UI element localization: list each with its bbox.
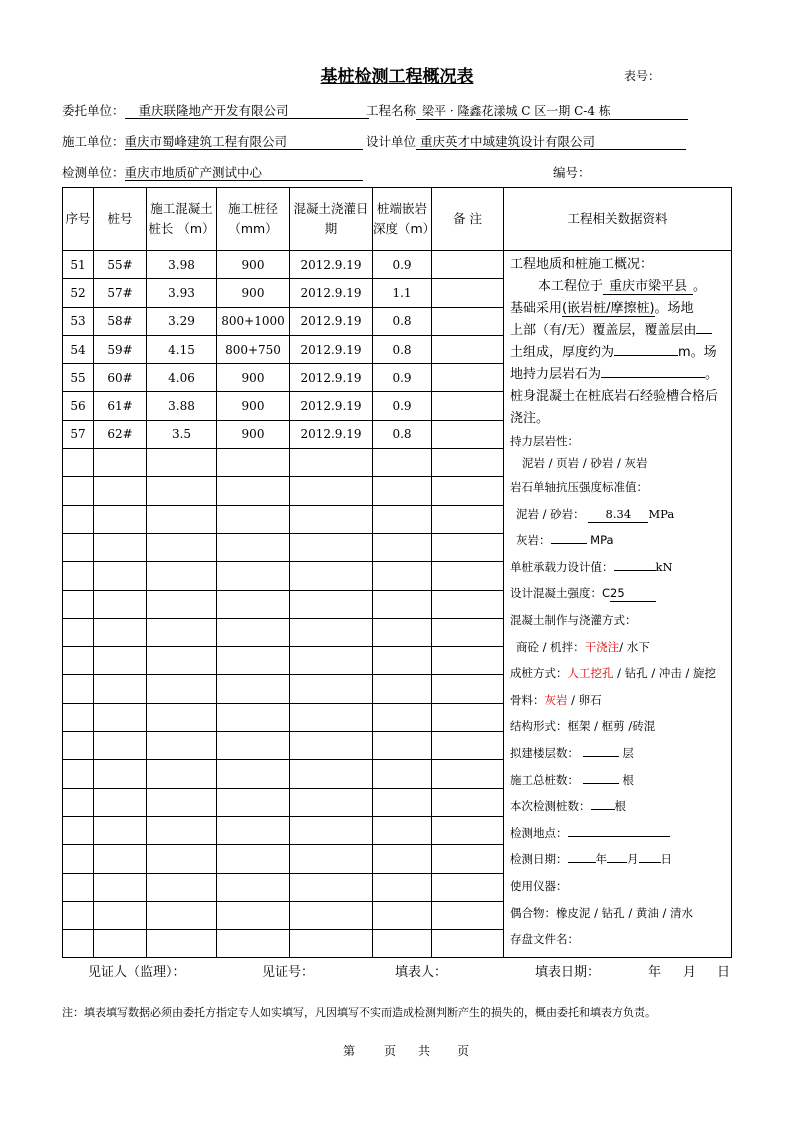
cell-diameter	[217, 533, 290, 561]
cell-seq	[63, 533, 94, 561]
pile-table	[62, 187, 732, 958]
cell-date: 2012.9.19	[290, 364, 373, 392]
cell-seq	[63, 703, 94, 731]
cell-depth	[373, 647, 432, 675]
cell-depth	[373, 901, 432, 929]
cell-diameter: 900	[217, 420, 290, 448]
cell-depth	[373, 873, 432, 901]
pile-method-line: 成桩方式：人工挖孔 / 钻孔 / 冲击 / 旋挖	[510, 666, 717, 681]
project-field	[366, 101, 688, 120]
cell-date	[290, 788, 373, 816]
cell-date	[290, 533, 373, 561]
cell-pile	[94, 477, 147, 505]
cell-seq	[63, 449, 94, 477]
serial-label: 编号：	[553, 165, 591, 180]
cell-pile	[94, 930, 147, 958]
cell-date	[290, 873, 373, 901]
cell-remark	[432, 901, 504, 929]
cell-pile	[94, 562, 147, 590]
cell-remark	[432, 562, 504, 590]
cell-length	[147, 618, 217, 646]
cell-remark	[432, 392, 504, 420]
cell-diameter	[217, 675, 290, 703]
tester-label: 检测单位：	[62, 165, 125, 180]
cell-seq	[63, 732, 94, 760]
cell-depth	[373, 590, 432, 618]
cell-date	[290, 845, 373, 873]
method-line: 商砼 / 机拌：干浇注/ 水下	[516, 639, 650, 654]
parameters-block	[504, 430, 731, 953]
cell-diameter	[217, 703, 290, 731]
cell-diameter	[217, 449, 290, 477]
location-line: 本工程位于 重庆市梁平县 。	[538, 279, 707, 294]
cell-remark	[432, 703, 504, 731]
cell-pile: 57#	[94, 279, 147, 307]
col-header-depth: 桩端嵌岩深度（m）	[373, 188, 432, 251]
cell-remark	[432, 307, 504, 335]
cell-depth	[373, 930, 432, 958]
cell-length: 3.98	[147, 251, 217, 279]
page-di: 第	[343, 1044, 356, 1058]
cell-diameter: 800+750	[217, 335, 290, 363]
test-site-line: 检测地点：	[510, 820, 729, 847]
cell-pile	[94, 647, 147, 675]
cell-seq	[63, 477, 94, 505]
cell-length: 4.06	[147, 364, 217, 392]
cell-depth	[373, 788, 432, 816]
cell-depth	[373, 675, 432, 703]
cell-date	[290, 760, 373, 788]
cell-remark	[432, 845, 504, 873]
cell-pile: 60#	[94, 364, 147, 392]
cell-date	[290, 703, 373, 731]
cell-remark	[432, 816, 504, 844]
cell-pile	[94, 845, 147, 873]
project-value: 梁平 · 隆鑫花漾城 C 区一期 C-4 栋	[416, 104, 688, 120]
bearing-line: 地持力层岩石为 。	[510, 364, 729, 386]
cell-remark	[432, 760, 504, 788]
cell-depth	[373, 533, 432, 561]
fill-date-year: 年	[648, 965, 662, 980]
cell-pile	[94, 533, 147, 561]
cell-depth: 0.9	[373, 392, 432, 420]
cell-seq	[63, 873, 94, 901]
col-header-seq: 序号	[63, 188, 94, 251]
cell-diameter: 900	[217, 251, 290, 279]
cell-seq: 56	[63, 392, 94, 420]
cell-length: 3.29	[147, 307, 217, 335]
page-gong: 共	[418, 1044, 431, 1058]
cell-length	[147, 675, 217, 703]
cell-pile	[94, 505, 147, 533]
cell-pile	[94, 760, 147, 788]
contractor-field	[62, 132, 363, 150]
total-piles-line: 施工总桩数： 根	[510, 767, 729, 794]
cell-depth	[373, 816, 432, 844]
cell-length	[147, 703, 217, 731]
cell-diameter	[217, 477, 290, 505]
designer-field	[366, 132, 686, 150]
cell-pile: 61#	[94, 392, 147, 420]
cell-seq: 53	[63, 307, 94, 335]
cell-depth	[373, 845, 432, 873]
cell-diameter	[217, 930, 290, 958]
lime-strength-line: 灰岩： MPa	[510, 527, 729, 554]
cell-remark	[432, 364, 504, 392]
instrument-line: 使用仪器：	[510, 878, 568, 893]
cell-seq	[63, 590, 94, 618]
cell-pile: 59#	[94, 335, 147, 363]
cell-length	[147, 533, 217, 561]
capacity-line: 单桩承载力设计值： kN	[510, 554, 729, 581]
cell-diameter: 900	[217, 279, 290, 307]
cell-length: 3.88	[147, 392, 217, 420]
cell-length	[147, 873, 217, 901]
cell-length	[147, 901, 217, 929]
fill-date-day: 日	[717, 965, 731, 980]
cell-seq	[63, 618, 94, 646]
cell-seq	[63, 930, 94, 958]
cell-pile: 58#	[94, 307, 147, 335]
cell-seq	[63, 816, 94, 844]
test-count-line: 本次检测桩数： 根	[510, 793, 729, 820]
form-title: 基桩检测工程概况表	[320, 67, 474, 87]
cell-length	[147, 647, 217, 675]
cell-length	[147, 590, 217, 618]
tester-value: 重庆市地质矿产测试中心	[125, 165, 363, 181]
contractor-label: 施工单位：	[62, 134, 125, 149]
cell-date: 2012.9.19	[290, 420, 373, 448]
cell-date	[290, 675, 373, 703]
floors-line: 拟建楼层数： 层	[510, 740, 729, 767]
cell-remark	[432, 788, 504, 816]
aggregate-line: 骨料：灰岩 / 卵石	[510, 692, 602, 707]
table-number-label: 表号：	[624, 69, 661, 83]
cell-seq	[63, 901, 94, 929]
table-header-row	[63, 188, 732, 251]
cell-length: 3.5	[147, 420, 217, 448]
cell-depth: 0.8	[373, 335, 432, 363]
cell-length	[147, 845, 217, 873]
cell-depth: 0.9	[373, 251, 432, 279]
client-field	[62, 101, 369, 119]
cell-date	[290, 618, 373, 646]
cell-pile	[94, 675, 147, 703]
cell-pile: 62#	[94, 420, 147, 448]
cell-diameter: 800+1000	[217, 307, 290, 335]
cell-length	[147, 505, 217, 533]
cell-depth	[373, 477, 432, 505]
page-ye2: 页	[457, 1044, 470, 1058]
cell-pile	[94, 816, 147, 844]
cell-depth	[373, 505, 432, 533]
cell-seq	[63, 675, 94, 703]
bearing-rock-label: 持力层岩性：	[510, 434, 579, 448]
cell-date	[290, 901, 373, 929]
cell-diameter	[217, 562, 290, 590]
cell-pile	[94, 732, 147, 760]
page-ye: 页	[384, 1044, 397, 1058]
cell-length	[147, 788, 217, 816]
cell-length	[147, 760, 217, 788]
cell-date: 2012.9.19	[290, 335, 373, 363]
col-header-pile: 桩号	[94, 188, 147, 251]
project-info-cell	[504, 251, 732, 958]
cell-seq	[63, 788, 94, 816]
cell-remark	[432, 251, 504, 279]
client-label: 委托单位：	[62, 103, 125, 118]
cell-date	[290, 647, 373, 675]
cell-diameter	[217, 816, 290, 844]
cell-seq	[63, 845, 94, 873]
cell-remark	[432, 732, 504, 760]
client-value: 重庆联隆地产开发有限公司	[125, 103, 369, 119]
method-label: 混凝土制作与浇灌方式：	[510, 612, 637, 627]
fill-date-label: 填表日期：	[535, 965, 601, 980]
cell-diameter: 900	[217, 364, 290, 392]
contractor-value: 重庆市蜀峰建筑工程有限公司	[125, 134, 363, 150]
cell-depth	[373, 449, 432, 477]
bearing-rock-options: 泥岩 / 页岩 / 砂岩 / 灰岩	[522, 456, 648, 470]
cell-length: 4.15	[147, 335, 217, 363]
cell-length	[147, 449, 217, 477]
project-label: 工程名称	[366, 103, 417, 118]
overview-block	[504, 251, 731, 430]
concrete-grade-line: 设计混凝土强度：C25	[510, 580, 729, 607]
cell-remark	[432, 533, 504, 561]
cell-seq	[63, 760, 94, 788]
cell-remark	[432, 279, 504, 307]
coupling-line: 偶合物：橡皮泥 / 钻孔 / 黄油 / 清水	[510, 905, 694, 920]
cell-date: 2012.9.19	[290, 392, 373, 420]
cell-diameter	[217, 788, 290, 816]
cell-seq: 54	[63, 335, 94, 363]
overview-title: 工程地质和桩施工概况：	[510, 257, 654, 272]
cell-pile: 55#	[94, 251, 147, 279]
cell-pile	[94, 449, 147, 477]
cell-date	[290, 930, 373, 958]
footnote: 注：填表填写数据必须由委托方指定专人如实填写，凡因填写不实而造成检测判断产生的损失的，概由委托和填表方负责。	[62, 1006, 656, 1019]
col-header-length: 施工混凝土桩长 （m）	[147, 188, 217, 251]
cell-pile	[94, 788, 147, 816]
cell-remark	[432, 449, 504, 477]
cell-diameter	[217, 590, 290, 618]
cell-pile	[94, 618, 147, 646]
cell-remark	[432, 647, 504, 675]
designer-value: 重庆英才中域建筑设计有限公司	[416, 134, 686, 150]
cell-remark	[432, 477, 504, 505]
witness-label: 见证人（监理）：	[88, 965, 186, 980]
cell-seq	[63, 505, 94, 533]
soil-line: 土组成，厚度约为 m。场	[510, 342, 729, 364]
filler-label: 填表人：	[395, 965, 448, 980]
cell-diameter	[217, 505, 290, 533]
structure-line: 结构形式：框架 / 框剪 /砖混	[510, 719, 656, 734]
cell-date	[290, 816, 373, 844]
cell-date	[290, 590, 373, 618]
col-header-info: 工程相关数据资料	[504, 188, 732, 251]
cell-date	[290, 505, 373, 533]
pour-line: 桩身混凝土在桩底岩石经验槽合格后浇注。	[510, 389, 719, 426]
col-header-date: 混凝土浇灌日期	[290, 188, 373, 251]
cell-seq	[63, 647, 94, 675]
cell-seq: 57	[63, 420, 94, 448]
strength-label: 岩石单轴抗压强度标准值：	[510, 480, 648, 494]
cell-depth	[373, 760, 432, 788]
cell-seq: 52	[63, 279, 94, 307]
cell-diameter	[217, 732, 290, 760]
cell-length	[147, 477, 217, 505]
cell-depth: 0.8	[373, 307, 432, 335]
cell-depth	[373, 562, 432, 590]
cover-line: 上部（有/无）覆盖层，覆盖层由	[510, 320, 729, 342]
cell-date: 2012.9.19	[290, 279, 373, 307]
tester-field	[62, 163, 363, 181]
cell-depth	[373, 732, 432, 760]
cell-date	[290, 477, 373, 505]
col-header-remark: 备 注	[432, 188, 504, 251]
cell-remark	[432, 618, 504, 646]
cell-diameter	[217, 618, 290, 646]
cell-length: 3.93	[147, 279, 217, 307]
col-header-diameter: 施工桩径（mm）	[217, 188, 290, 251]
cell-depth: 0.8	[373, 420, 432, 448]
cell-seq	[63, 562, 94, 590]
file-name-line: 存盘文件名：	[510, 932, 579, 947]
cell-diameter	[217, 647, 290, 675]
cell-length	[147, 732, 217, 760]
cell-length	[147, 816, 217, 844]
cell-diameter	[217, 901, 290, 929]
mud-strength-line: 泥岩 / 砂岩： 8.34 MPa	[516, 506, 675, 521]
test-date-line: 检测日期： 年 月 日	[510, 846, 729, 873]
cell-remark	[432, 505, 504, 533]
cell-diameter: 900	[217, 392, 290, 420]
cell-remark	[432, 420, 504, 448]
cell-pile	[94, 901, 147, 929]
cell-remark	[432, 675, 504, 703]
cell-remark	[432, 335, 504, 363]
cell-remark	[432, 930, 504, 958]
cell-date	[290, 562, 373, 590]
cell-remark	[432, 873, 504, 901]
cell-depth: 1.1	[373, 279, 432, 307]
witness-no-label: 见证号：	[262, 965, 315, 980]
cell-date: 2012.9.19	[290, 251, 373, 279]
cell-remark	[432, 590, 504, 618]
designer-label: 设计单位	[366, 134, 417, 149]
cell-date	[290, 732, 373, 760]
cell-diameter	[217, 873, 290, 901]
cell-pile	[94, 590, 147, 618]
cell-depth: 0.9	[373, 364, 432, 392]
cell-seq: 55	[63, 364, 94, 392]
cell-date	[290, 449, 373, 477]
foundation-line: 基础采用(嵌岩桩/摩擦桩)。场地	[510, 301, 694, 316]
cell-length	[147, 562, 217, 590]
cell-pile	[94, 873, 147, 901]
table-row	[63, 251, 732, 279]
cell-depth	[373, 618, 432, 646]
cell-pile	[94, 703, 147, 731]
cell-length	[147, 930, 217, 958]
cell-diameter	[217, 760, 290, 788]
cell-date: 2012.9.19	[290, 307, 373, 335]
cell-depth	[373, 703, 432, 731]
cell-diameter	[217, 845, 290, 873]
fill-date-month: 月	[683, 965, 697, 980]
cell-seq: 51	[63, 251, 94, 279]
